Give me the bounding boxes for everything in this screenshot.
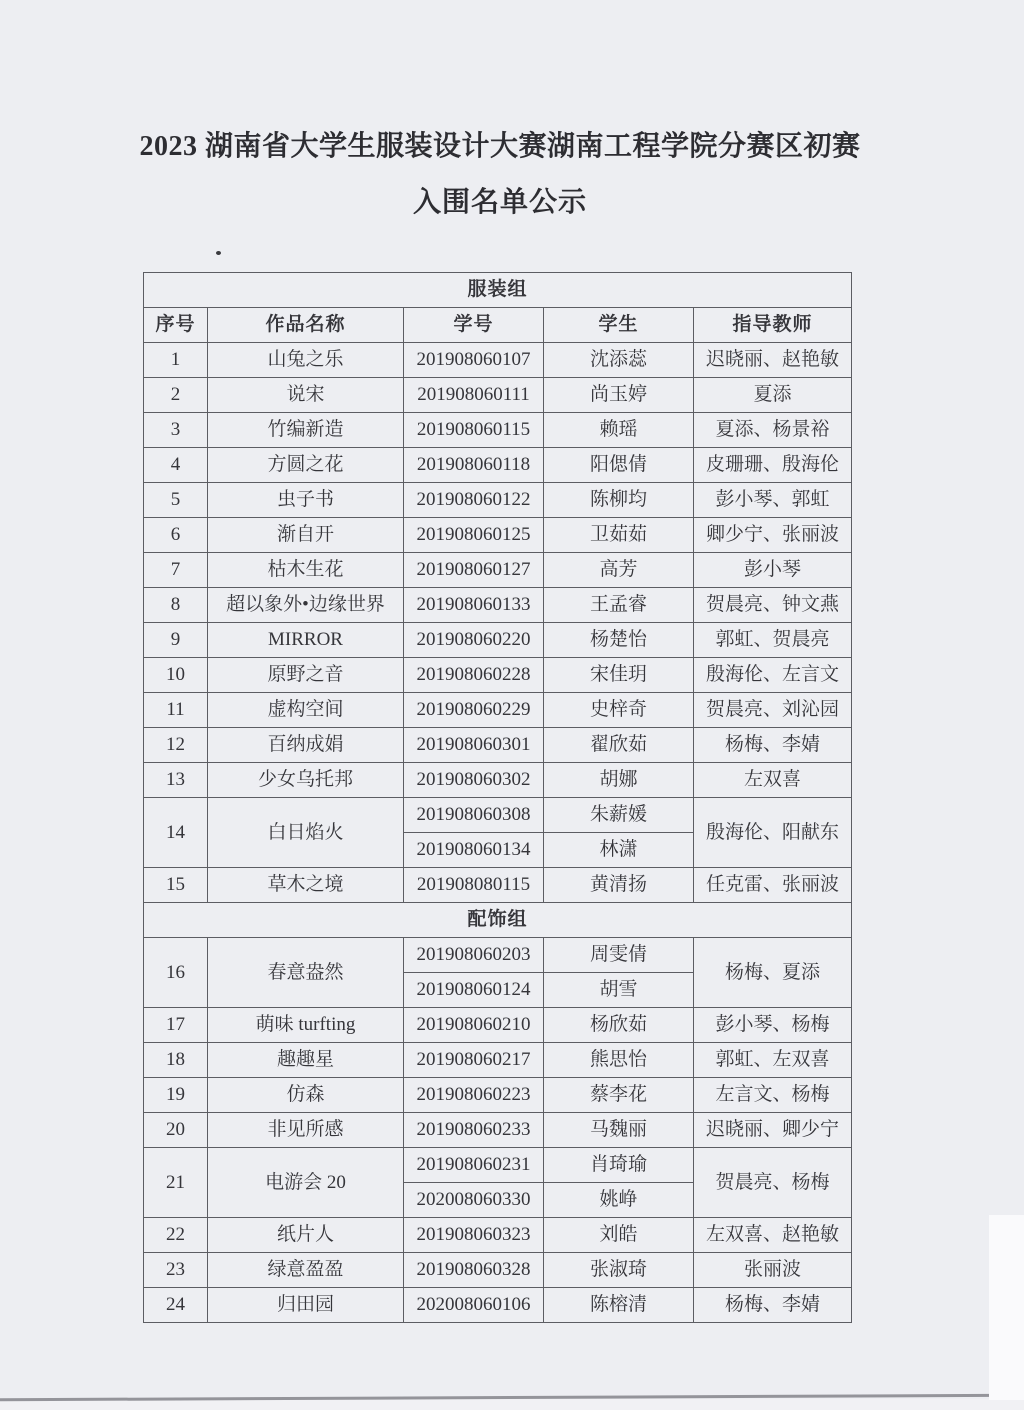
student-id: 201908060220 <box>404 623 544 658</box>
student-id: 201908060133 <box>404 588 544 623</box>
student-name: 翟欣茹 <box>544 728 694 763</box>
student-name: 陈榕清 <box>544 1288 694 1323</box>
student-id: 201908060124 <box>404 973 544 1008</box>
student-id: 201908060308 <box>404 798 544 833</box>
shortlist-table <box>143 272 852 1323</box>
row-number: 18 <box>144 1043 208 1078</box>
column-header: 作品名称 <box>208 308 404 343</box>
row-number: 11 <box>144 693 208 728</box>
row-number: 24 <box>144 1288 208 1323</box>
student-id: 201908060107 <box>404 343 544 378</box>
advisors: 夏添 <box>694 378 852 413</box>
work-title: 纸片人 <box>208 1218 404 1253</box>
work-title: 虚构空间 <box>208 693 404 728</box>
advisors: 贺晨亮、钟文燕 <box>694 588 852 623</box>
advisors: 卿少宁、张丽波 <box>694 518 852 553</box>
student-name: 王孟睿 <box>544 588 694 623</box>
advisors: 左言文、杨梅 <box>694 1078 852 1113</box>
student-name: 肖琦瑜 <box>544 1148 694 1183</box>
row-number: 14 <box>144 798 208 868</box>
paper-right-edge <box>989 1215 1024 1400</box>
row-number: 21 <box>144 1148 208 1218</box>
column-header: 指导教师 <box>694 308 852 343</box>
scanner-background-strip <box>0 1399 1024 1410</box>
advisors: 郭虹、左双喜 <box>694 1043 852 1078</box>
row-number: 4 <box>144 448 208 483</box>
work-title: 萌味 turfting <box>208 1008 404 1043</box>
work-title: 春意盎然 <box>208 938 404 1008</box>
row-number: 2 <box>144 378 208 413</box>
row-number: 8 <box>144 588 208 623</box>
student-name: 胡雪 <box>544 973 694 1008</box>
student-id: 202008060330 <box>404 1183 544 1218</box>
student-id: 201908060127 <box>404 553 544 588</box>
work-title: 仿森 <box>208 1078 404 1113</box>
row-number: 13 <box>144 763 208 798</box>
row-number: 6 <box>144 518 208 553</box>
advisors: 贺晨亮、刘沁园 <box>694 693 852 728</box>
student-name: 赖瑶 <box>544 413 694 448</box>
work-title: 原野之音 <box>208 658 404 693</box>
student-id: 201908060217 <box>404 1043 544 1078</box>
row-number: 15 <box>144 868 208 903</box>
student-id: 201908060111 <box>404 378 544 413</box>
page-subtitle: 入围名单公示 <box>412 187 587 218</box>
advisors: 殷海伦、左言文 <box>694 658 852 693</box>
advisors: 任克雷、张丽波 <box>694 868 852 903</box>
student-name: 高芳 <box>544 553 694 588</box>
student-name: 卫茹茹 <box>544 518 694 553</box>
student-name: 蔡李花 <box>544 1078 694 1113</box>
student-id: 201908060228 <box>404 658 544 693</box>
advisors: 左双喜、赵艳敏 <box>694 1218 852 1253</box>
work-title: 竹编新造 <box>208 413 404 448</box>
work-title: 方圆之花 <box>208 448 404 483</box>
student-id: 201908080115 <box>404 868 544 903</box>
student-name: 宋佳玥 <box>544 658 694 693</box>
student-id: 201908060328 <box>404 1253 544 1288</box>
column-header: 学生 <box>544 308 694 343</box>
advisors: 贺晨亮、杨梅 <box>694 1148 852 1218</box>
student-name: 史梓奇 <box>544 693 694 728</box>
work-title: 少女乌托邦 <box>208 763 404 798</box>
row-number: 3 <box>144 413 208 448</box>
row-number: 7 <box>144 553 208 588</box>
work-title: 趣趣星 <box>208 1043 404 1078</box>
student-id: 201908060118 <box>404 448 544 483</box>
student-id: 201908060210 <box>404 1008 544 1043</box>
work-title: 草木之境 <box>208 868 404 903</box>
advisors: 杨梅、夏添 <box>694 938 852 1008</box>
row-number: 5 <box>144 483 208 518</box>
student-id: 201908060231 <box>404 1148 544 1183</box>
column-header: 学号 <box>404 308 544 343</box>
student-name: 张淑琦 <box>544 1253 694 1288</box>
column-header: 序号 <box>144 308 208 343</box>
row-number: 1 <box>144 343 208 378</box>
work-title: 虫子书 <box>208 483 404 518</box>
student-name: 杨欣茹 <box>544 1008 694 1043</box>
advisors: 左双喜 <box>694 763 852 798</box>
student-name: 黄清扬 <box>544 868 694 903</box>
advisors: 迟晓丽、赵艳敏 <box>694 343 852 378</box>
row-number: 10 <box>144 658 208 693</box>
student-id: 201908060203 <box>404 938 544 973</box>
student-id: 201908060302 <box>404 763 544 798</box>
advisors: 彭小琴、杨梅 <box>694 1008 852 1043</box>
page-title: 2023 湖南省大学生服装设计大赛湖南工程学院分赛区初赛 <box>139 131 861 162</box>
advisors: 殷海伦、阳献东 <box>694 798 852 868</box>
row-number: 20 <box>144 1113 208 1148</box>
scan-speck <box>216 251 221 255</box>
student-name: 姚峥 <box>544 1183 694 1218</box>
advisors: 张丽波 <box>694 1253 852 1288</box>
student-name: 林潇 <box>544 833 694 868</box>
advisors: 彭小琴、郭虹 <box>694 483 852 518</box>
advisors: 彭小琴 <box>694 553 852 588</box>
work-title: MIRROR <box>208 623 404 658</box>
work-title: 说宋 <box>208 378 404 413</box>
row-number: 23 <box>144 1253 208 1288</box>
work-title: 超以象外•边缘世界 <box>208 588 404 623</box>
student-id: 201908060125 <box>404 518 544 553</box>
row-number: 22 <box>144 1218 208 1253</box>
work-title: 归田园 <box>208 1288 404 1323</box>
row-number: 16 <box>144 938 208 1008</box>
student-name: 刘皓 <box>544 1218 694 1253</box>
student-name: 朱薪媛 <box>544 798 694 833</box>
work-title: 白日焰火 <box>208 798 404 868</box>
student-id: 201908060301 <box>404 728 544 763</box>
student-id: 201908060115 <box>404 413 544 448</box>
student-id: 201908060223 <box>404 1078 544 1113</box>
row-number: 12 <box>144 728 208 763</box>
student-id: 201908060233 <box>404 1113 544 1148</box>
advisors: 郭虹、贺晨亮 <box>694 623 852 658</box>
advisors: 杨梅、李婧 <box>694 728 852 763</box>
row-number: 17 <box>144 1008 208 1043</box>
work-title: 电游会 20 <box>208 1148 404 1218</box>
advisors: 夏添、杨景裕 <box>694 413 852 448</box>
section-label: 配饰组 <box>144 903 852 938</box>
student-name: 熊思怡 <box>544 1043 694 1078</box>
row-number: 9 <box>144 623 208 658</box>
work-title: 非见所感 <box>208 1113 404 1148</box>
student-name: 胡娜 <box>544 763 694 798</box>
work-title: 百纳成娟 <box>208 728 404 763</box>
student-name: 杨楚怡 <box>544 623 694 658</box>
student-name: 陈柳均 <box>544 483 694 518</box>
student-name: 沈添蕊 <box>544 343 694 378</box>
student-name: 阳偲倩 <box>544 448 694 483</box>
advisors: 迟晓丽、卿少宁 <box>694 1113 852 1148</box>
student-id: 201908060229 <box>404 693 544 728</box>
student-name: 尚玉婷 <box>544 378 694 413</box>
section-label: 服装组 <box>144 273 852 308</box>
row-number: 19 <box>144 1078 208 1113</box>
student-id: 201908060323 <box>404 1218 544 1253</box>
advisors: 皮珊珊、殷海伦 <box>694 448 852 483</box>
work-title: 枯木生花 <box>208 553 404 588</box>
student-id: 201908060134 <box>404 833 544 868</box>
work-title: 渐自开 <box>208 518 404 553</box>
work-title: 绿意盈盈 <box>208 1253 404 1288</box>
student-id: 201908060122 <box>404 483 544 518</box>
advisors: 杨梅、李婧 <box>694 1288 852 1323</box>
work-title: 山兔之乐 <box>208 343 404 378</box>
student-id: 202008060106 <box>404 1288 544 1323</box>
student-name: 马魏丽 <box>544 1113 694 1148</box>
student-name: 周雯倩 <box>544 938 694 973</box>
